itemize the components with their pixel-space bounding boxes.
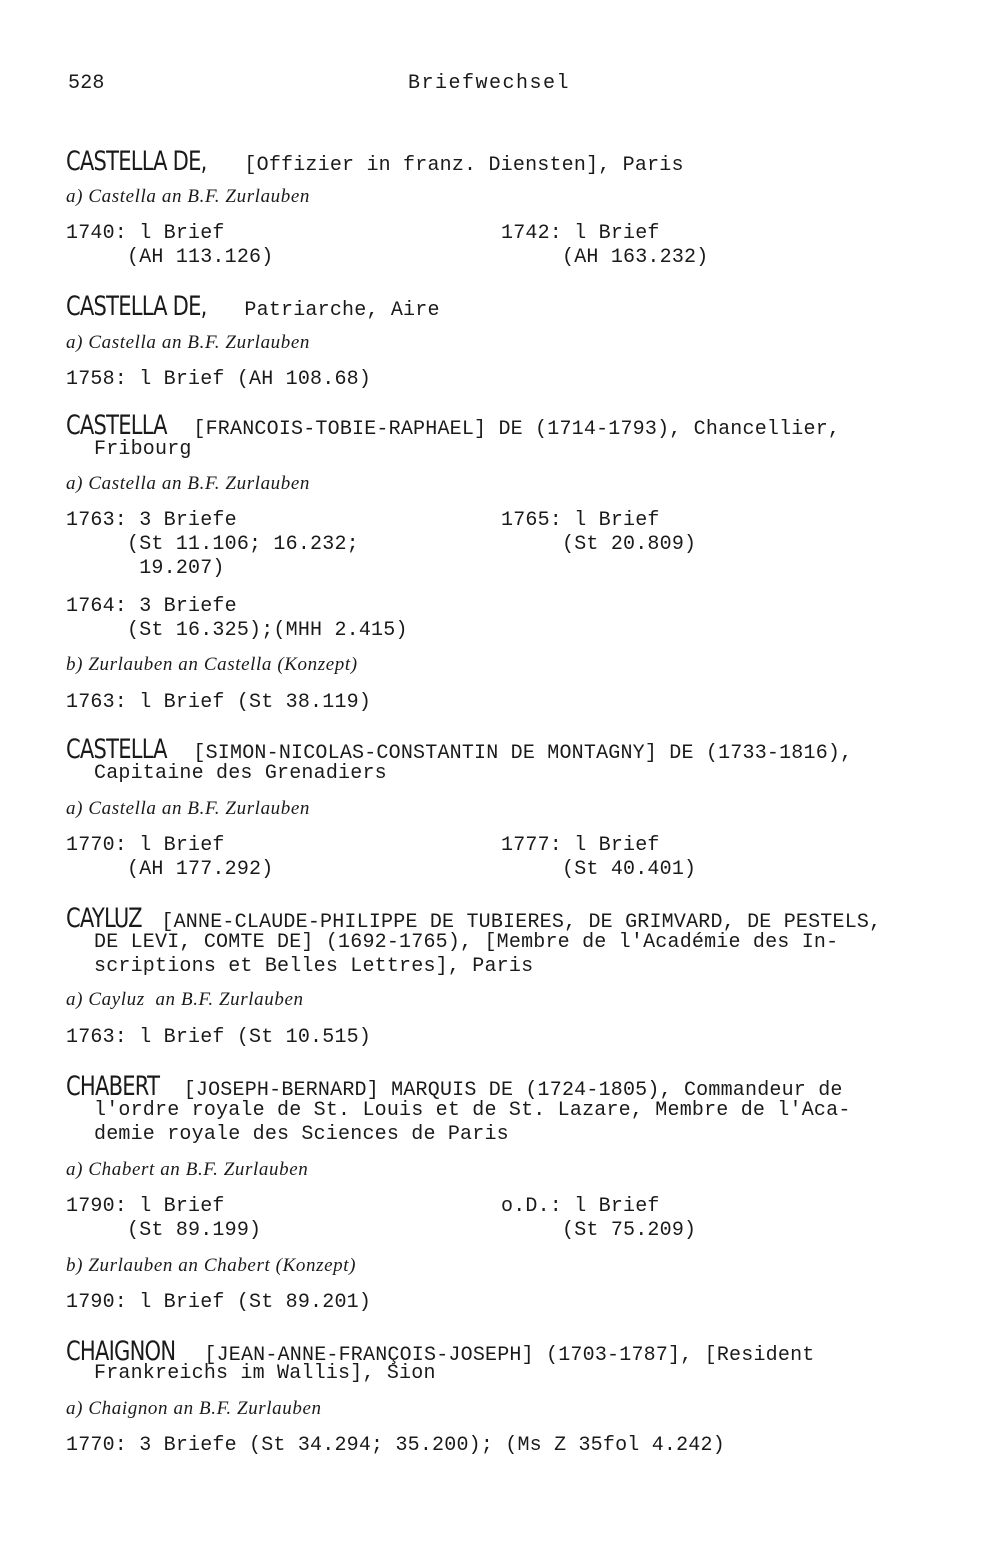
entry-heading [66,734,852,765]
entry-description: [JEAN-ANNE-FRANÇOIS-JOSEPH] (1703-1787], [Resident [192,1344,815,1367]
entry-description-continued: demie royale des Sciences de Paris [94,1123,509,1146]
letter-citation: (St 16.325);(MHH 2.415) [66,619,408,642]
letter-record: 1764: 3 Briefe [66,595,237,618]
entry-description: [SIMON-NICOLAS-CONSTANTIN DE MONTAGNY] DE (1733-1816), [181,742,853,765]
entry-description: [FRANCOIS-TOBIE-RAPHAEL] DE (1714-1793), Chancellier, [181,418,841,441]
entry-name: CASTELLA DE, [66,291,207,322]
letter-citation: (St 75.209) [501,1219,697,1242]
entry-name: CASTELLA DE, [66,146,207,177]
letter-citation: (St 89.199) [66,1219,262,1242]
entry-description-continued: Capitaine des Grenadiers [94,762,387,785]
letter-citation: (St 40.401) [501,858,697,881]
letter-record: 1765: l Brief [501,509,660,532]
entry-name: CHAIGNON [66,1336,176,1367]
letter-citation: (St 20.809) [501,533,697,556]
letter-record: 1740: l Brief [66,222,225,245]
section-label: a) Castella an B.F. Zurlauben [66,186,310,207]
section-label: a) Castella an B.F. Zurlauben [66,473,310,494]
page-number: 528 [68,72,105,95]
running-title: Briefwechsel [408,72,571,95]
letter-record: o.D.: l Brief [501,1195,660,1218]
letter-citation: 19.207) [66,557,225,580]
letter-record: 1770: l Brief [66,834,225,857]
letter-record: 1763: l Brief (St 38.119) [66,691,372,714]
entry-description: [JOSEPH-BERNARD] MARQUIS DE (1724-1805), Commandeur de [171,1079,843,1102]
section-label: a) Chaignon an B.F. Zurlauben [66,1398,322,1419]
letter-record: 1790: l Brief [66,1195,225,1218]
letter-citation: (St 11.106; 16.232; [66,533,359,556]
running-head [0,72,1000,98]
letter-record: 1770: 3 Briefe (St 34.294; 35.200); (Ms Z 35fol 4.242) [66,1434,725,1457]
section-label: a) Castella an B.F. Zurlauben [66,798,310,819]
section-label: b) Zurlauben an Chabert (Konzept) [66,1255,357,1276]
section-label: a) Cayluz an B.F. Zurlauben [66,989,304,1010]
letter-record: 1790: l Brief (St 89.201) [66,1291,372,1314]
entry-heading [66,410,840,441]
letter-record: 1758: l Brief (AH 108.68) [66,368,372,391]
section-label: a) Chabert an B.F. Zurlauben [66,1159,309,1180]
letter-record: 1763: 3 Briefe [66,509,237,532]
entry-description-continued: l'ordre royale de St. Louis et de St. Lazare, Membre de l'Aca- [94,1099,851,1122]
entry-name: CASTELLA [66,734,167,765]
entry-description-continued: DE LEVI, COMTE DE] (1692-1765), [Membre de l'Académie des In- [94,931,839,954]
entry-name: CHABERT [66,1071,160,1102]
entry-name: CAYLUZ [66,903,142,934]
entry-description: Patriarche, Aire [232,299,440,322]
entry-description: [Offizier in franz. Diensten], Paris [232,154,684,177]
entry-name: CASTELLA [66,410,167,441]
entry-heading [66,146,684,177]
letter-record: 1763: l Brief (St 10.515) [66,1026,372,1049]
letter-record: 1742: l Brief [501,222,660,245]
entry-description-continued: Fribourg [94,438,192,461]
entry-description: [ANNE-CLAUDE-PHILIPPE DE TUBIERES, DE GRIMVARD, DE PESTELS, [149,911,882,934]
entry-description-continued: scriptions et Belles Lettres], Paris [94,955,534,978]
entry-heading [66,1071,843,1102]
section-label: a) Castella an B.F. Zurlauben [66,332,310,353]
letter-citation: (AH 163.232) [501,246,709,269]
letter-record: 1777: l Brief [501,834,660,857]
entry-description-continued: Frankreichs im Wallis], Sion [94,1362,436,1385]
letter-citation: (AH 177.292) [66,858,274,881]
letter-citation: (AH 113.126) [66,246,274,269]
entry-heading [66,291,440,322]
section-label: b) Zurlauben an Castella (Konzept) [66,654,358,675]
entry-heading [66,903,881,934]
